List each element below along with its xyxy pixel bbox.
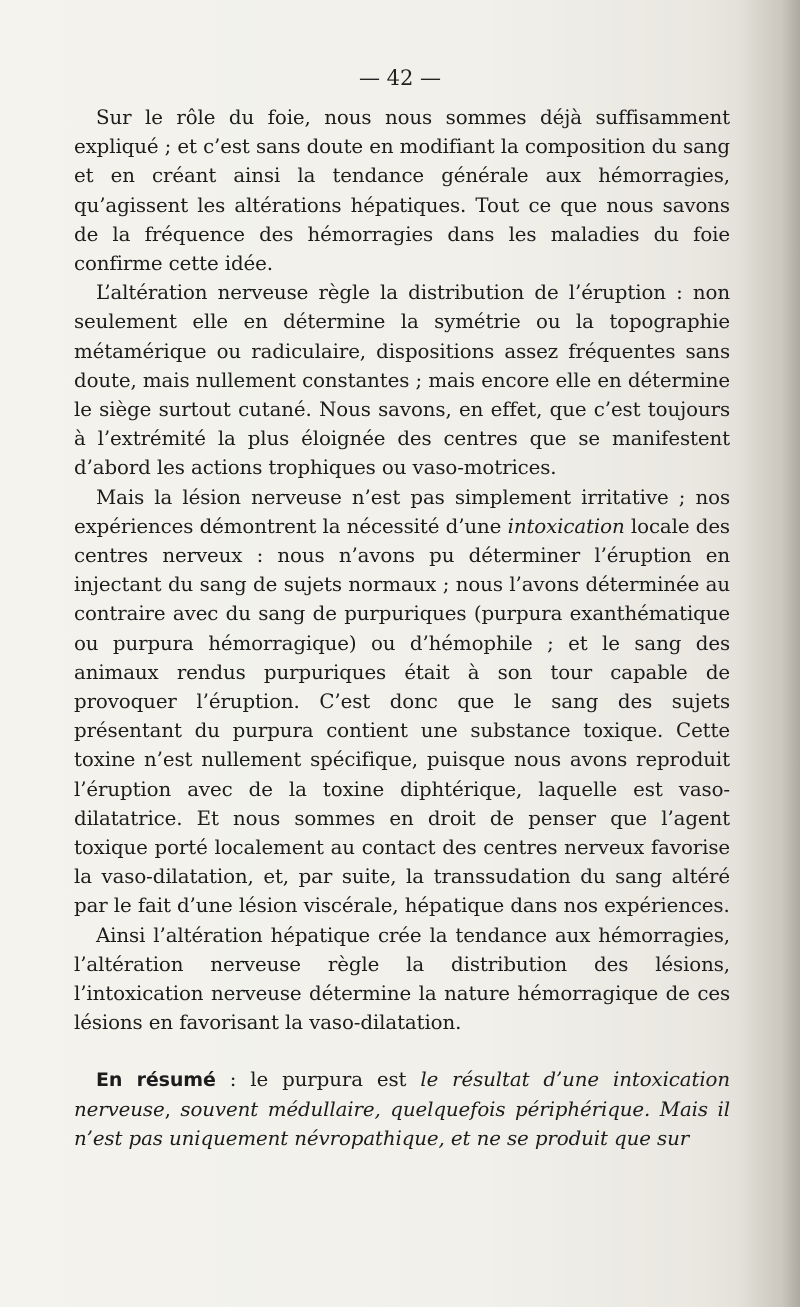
paragraph-intoxication-emphasis: intoxication (507, 514, 625, 538)
paragraph-intoxication (74, 483, 730, 921)
paragraph-conclusion: Ainsi l’altération hépatique crée la tendance aux hémorragies, l’altération nerveuse règle la distribution des lésions, l’intoxication nerveuse détermine la nature hémorragique de ces lésions en favorisant la vaso-dilatation. (74, 923, 730, 1035)
summary-emphasis-2: souvent médullaire, quelquefois périphérique. Mais il n’est pas uniquement névropathique, et ne se produit que sur (74, 1097, 730, 1150)
summary-emphasis-1: le résultat d’une intoxication nerveuse (74, 1067, 730, 1121)
summary-text-2: , (164, 1097, 181, 1121)
page-number: — 42 — (358, 66, 442, 90)
summary-text-1: : le purpura est (215, 1067, 421, 1091)
paragraph-liver-role: Sur le rôle du foie, nous nous sommes déjà suffisamment expliqué ; et c’est sans doute en modifiant la composition du sang et en créant ainsi la tendance générale aux hémorragies, qu’agissent les altérations hépatiques. Tout ce que nous savons de la fréquence des hémorragies dans les maladies du foie confirme cette idée. (74, 106, 730, 276)
paragraph-nervous-distribution: L’altération nerveuse règle la distribution de l’éruption : non seulement elle en détermine la symétrie ou la topographie métamérique ou radiculaire, dispositions assez fréquentes sans doute, mais nullement constantes ; mais encore elle en détermine le siège surtout cutané. Nous savons, en effet, que c’est toujours à l’extrémité la plus éloignée des centres que se manifestent d’abord les actions trophiques ou vaso-motrices. (74, 281, 730, 480)
page-body (74, 103, 730, 1153)
paragraph-intoxication-text-before: Mais la lésion nerveuse n’est pas simplement irritative ; nos expériences démontrent la nécessité d’une (74, 485, 730, 538)
summary-label: En résumé (96, 1068, 216, 1091)
paragraph-intoxication-text-after: locale des centres nerveux : nous n’avons pu déterminer l’éruption en injectant du sang de sujets normaux ; nous l’avons déterminée au contraire avec du sang de purpuriques (purpura exanthématique ou purpura hémorragique) ou d’hémophile ; et le sang des animaux rendus purpuriques était à son tour capable de provoquer l’éruption. C’est donc que le sang des sujets présentant du purpura contient une substance toxique. Cette toxine n’est nullement spécifique, puisque nous avons reproduit l’éruption avec de la toxine diphtérique, laquelle est vaso-dilatatrice. Et nous sommes en droit de penser que l’agent toxique porté localement au contact des centres nerveux favorise la vaso-dilatation, et, par suite, la transsudation du sang altéré par le fait d’une lésion viscérale, hépatique dans nos expériences. (74, 514, 730, 918)
summary-paragraph (74, 1065, 730, 1154)
page-edge-shadow (740, 0, 800, 1307)
